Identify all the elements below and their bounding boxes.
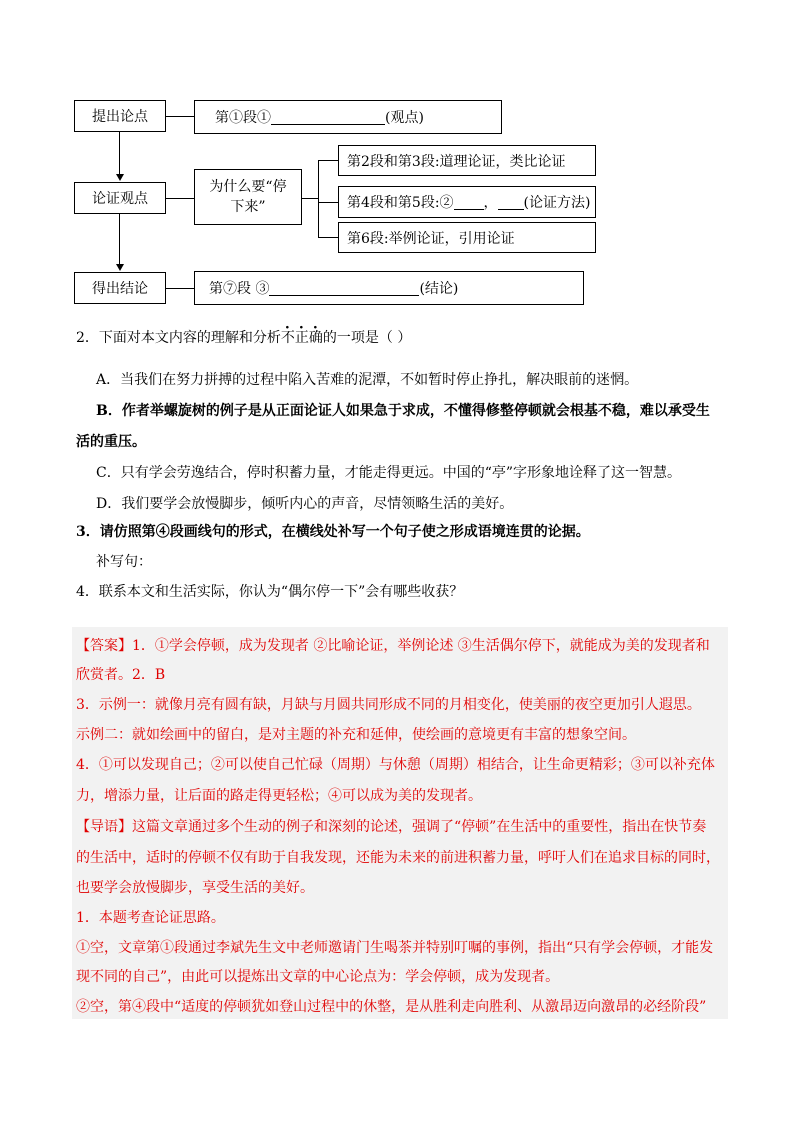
arrow-line (119, 132, 120, 174)
row3-suffix: (结论) (419, 281, 459, 297)
question-3: 3．请仿照第④段画线句的形式，在横线处补写一个句子使之形成语境连贯的论据。 (76, 524, 590, 540)
blank-1 (271, 110, 385, 125)
option-b-line1: B．作者举螺旋树的例子是从正面论证人如果急于求成，不懂得修整停顿就会根基不稳，难以承受生 (96, 403, 710, 419)
option-a: A．当我们在努力拼搏的过程中陷入苦难的泥潭，不如暂时停止挣扎，解决眼前的迷惘。 (96, 372, 639, 388)
connector (166, 198, 194, 199)
connector (318, 237, 338, 238)
row3-prefix: 第⑦段 ③ (209, 281, 270, 297)
branch3-box (338, 222, 596, 253)
answer-line: 力，增添力量，让后面的路走得更轻松；④可以成为美的发现者。 (76, 788, 482, 804)
why-box (194, 169, 302, 225)
connector (166, 116, 194, 117)
bracket-line (318, 160, 319, 237)
emphasis-char: 确 (308, 330, 323, 346)
row1-suffix: (观点) (385, 110, 424, 126)
branch2-box (338, 186, 596, 218)
answer-line: 欣赏者。2．B (76, 667, 166, 683)
answer-line: 【导语】这篇文章通过多个生动的例子和深刻的论述，强调了“停顿”在生活中的重要性，指出在快节奏 (76, 819, 707, 835)
why-line: 为什么要“停 (209, 179, 287, 195)
answer-line: 也要学会放慢脚步，享受生活的美好。 (76, 880, 314, 896)
answer-line: ①空，文章第①段通过李斌先生文中老师邀请门生喝茶并特别叮嘱的事例，指出“只有学会停顿，才能发 (76, 940, 714, 956)
branch2-prefix: 第4段和第5段:② (347, 195, 454, 211)
question-2 (76, 328, 411, 348)
q2-pre: 2．下面对本文内容的理解和分析 (76, 330, 281, 346)
answer-line: 1．本题考查论证思路。 (76, 910, 225, 926)
option-c: C．只有学会劳逸结合，停时积蓄力量，才能走得更远。中国的“亭”字形象地诠释了这一智慧。 (96, 465, 682, 481)
branch1-text: 第2段和第3段:道理论证，类比论证 (347, 153, 566, 170)
box-label: 得出结论 (92, 281, 148, 297)
q2-post: 的一项是（ ） (322, 330, 412, 346)
branch3-text: 第6段:举例论证，引用论证 (347, 230, 515, 247)
answer-line: ②空，第④段中“适度的停顿犹如登山过程中的休整，是从胜利走向胜利、从激昂迈向激昂的必经阶段” (76, 999, 707, 1015)
blank-3 (269, 281, 419, 296)
answer-line: 的生活中，适时的停顿不仅有助于自我发现，还能为未来的前进积蓄力量，呼吁人们在追求目标的同时， (76, 850, 720, 866)
answer-line: 示例二：就如绘画中的留白，是对主题的补充和延伸，使绘画的意境更有丰富的想象空间。 (76, 727, 636, 743)
connector (166, 288, 194, 289)
question-4: 4．联系本文和生活实际，你认为“偶尔停一下”会有哪些收获？ (76, 584, 464, 600)
answer-line: 4．①可以发现自己；②可以使自己忙碌（周期）与休憩（周期）相结合，让生命更精彩；③可以补充体 (76, 757, 715, 773)
arrow-head (116, 264, 124, 271)
branch1-box (338, 145, 596, 176)
emphasis-char: 不 (280, 330, 295, 346)
box-propose-thesis (74, 100, 166, 132)
row3-box (194, 271, 584, 305)
option-b-line2: 活的重压。 (76, 434, 146, 450)
box-label: 提出论点 (92, 109, 148, 125)
box-conclusion (74, 272, 166, 304)
connector (318, 202, 338, 203)
emphasis-char: 正 (294, 330, 309, 346)
q3-fill-label: 补写句： (96, 554, 152, 570)
connector (302, 198, 318, 199)
blank-2b (498, 195, 524, 210)
branch2-mid: ， (483, 195, 498, 211)
blank-2a (454, 195, 484, 210)
box-argue (74, 182, 166, 214)
branch2-suffix: (论证方法) (523, 195, 591, 211)
answer-line: 3．示例一：就像月亮有圆有缺，月缺与月圆共同形成不同的月相变化，使美丽的夜空更加引人遐思。 (76, 697, 701, 713)
box-label: 论证观点 (92, 191, 148, 207)
arrow-line (119, 214, 120, 264)
row1-prefix: 第①段① (215, 110, 271, 126)
answer-line: 【答案】1．①学会停顿，成为发现者 ②比喻论证，举例论述 ③生活偶尔停下，就能成为美的发现者和 (76, 638, 710, 654)
why-line: 下来” (230, 199, 266, 215)
answer-line: 现不同的自己”，由此可以提炼出文章的中心论点为：学会停顿，成为发现者。 (76, 969, 560, 985)
option-d: D．我们要学会放慢脚步，倾听内心的声音，尽情领略生活的美好。 (96, 496, 514, 512)
row1-box (194, 100, 502, 134)
arrow-head (116, 174, 124, 181)
connector (318, 160, 338, 161)
